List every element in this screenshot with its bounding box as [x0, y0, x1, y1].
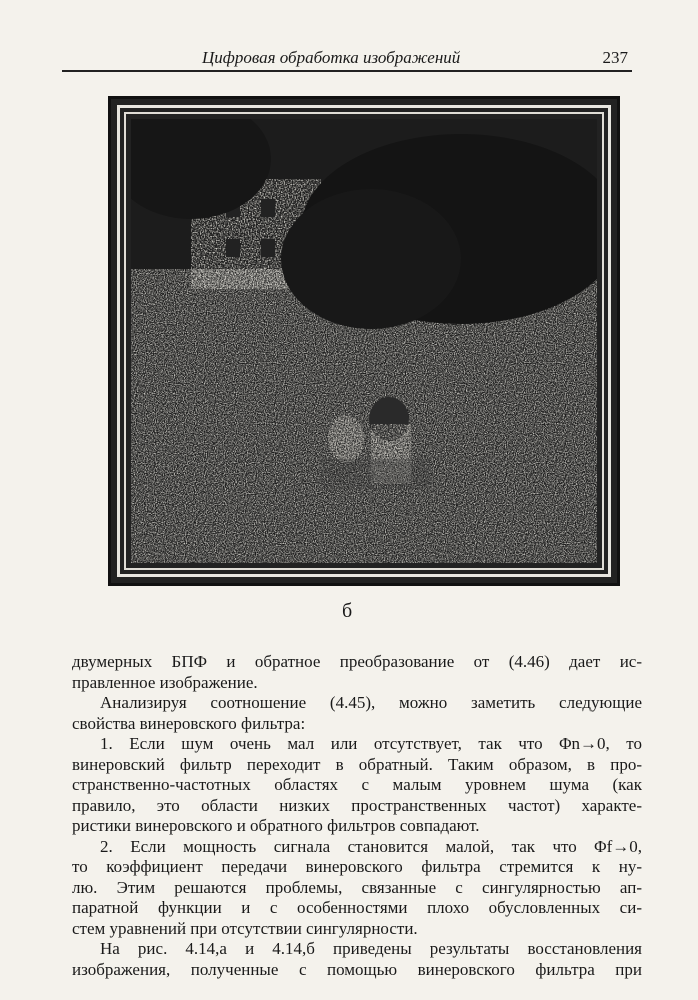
page-number: 237 — [602, 48, 628, 67]
figure-label: б — [342, 600, 353, 622]
text-line: ристики винеровского и обратного фильтров совпадают. — [72, 816, 480, 835]
paragraph — [72, 652, 642, 693]
body-text — [72, 652, 642, 980]
photo-frame — [108, 96, 620, 586]
text-line: На рис. 4.14,а и 4.14,б приведены результаты восстановления — [100, 939, 642, 958]
text-line: лю. Этим решаются проблемы, связанные с сингулярностью ап- — [72, 877, 642, 897]
paragraph — [72, 837, 642, 940]
photo-image — [131, 119, 597, 563]
text-line: правило, это области низких пространственных частот) характе- — [72, 795, 642, 815]
text-line: странственно-частотных областях с малым уровнем шума (как — [72, 775, 642, 794]
text-line: паратной функции и с особенностями плохо обусловленных си- — [72, 898, 642, 917]
text-line: двумерных БПФ и обратное преобразование от (4.46) дает ис- — [72, 652, 642, 671]
text-line: 2. Если мощность сигнала становится малой, так что Φf→0, — [100, 836, 642, 856]
text-line: свойства винеровского фильтра: — [72, 713, 306, 733]
text-line: Анализируя соотношение (4.45), можно заметить следующие — [100, 693, 642, 712]
paragraph — [72, 734, 642, 837]
header-rule — [62, 70, 632, 72]
paragraph — [72, 693, 642, 734]
text-line: изображения, полученные с помощью винеровского фильтра при — [72, 959, 642, 979]
paragraph — [72, 939, 642, 980]
text-line: винеровский фильтр переходит в обратный. Таким образом, в про- — [72, 754, 642, 774]
text-line: правленное изображение. — [72, 672, 258, 692]
text-line: 1. Если шум очень мал или отсутствует, так что Φn→0, то — [100, 734, 642, 753]
running-head — [62, 44, 632, 72]
text-line: то коэффициент передачи винеровского фильтра стремится к ну- — [72, 857, 642, 876]
figure — [100, 92, 636, 632]
text-line: стем уравнений при отсутствии сингулярности. — [72, 918, 418, 938]
running-head-title: Цифровая обработка изображений — [202, 48, 461, 67]
